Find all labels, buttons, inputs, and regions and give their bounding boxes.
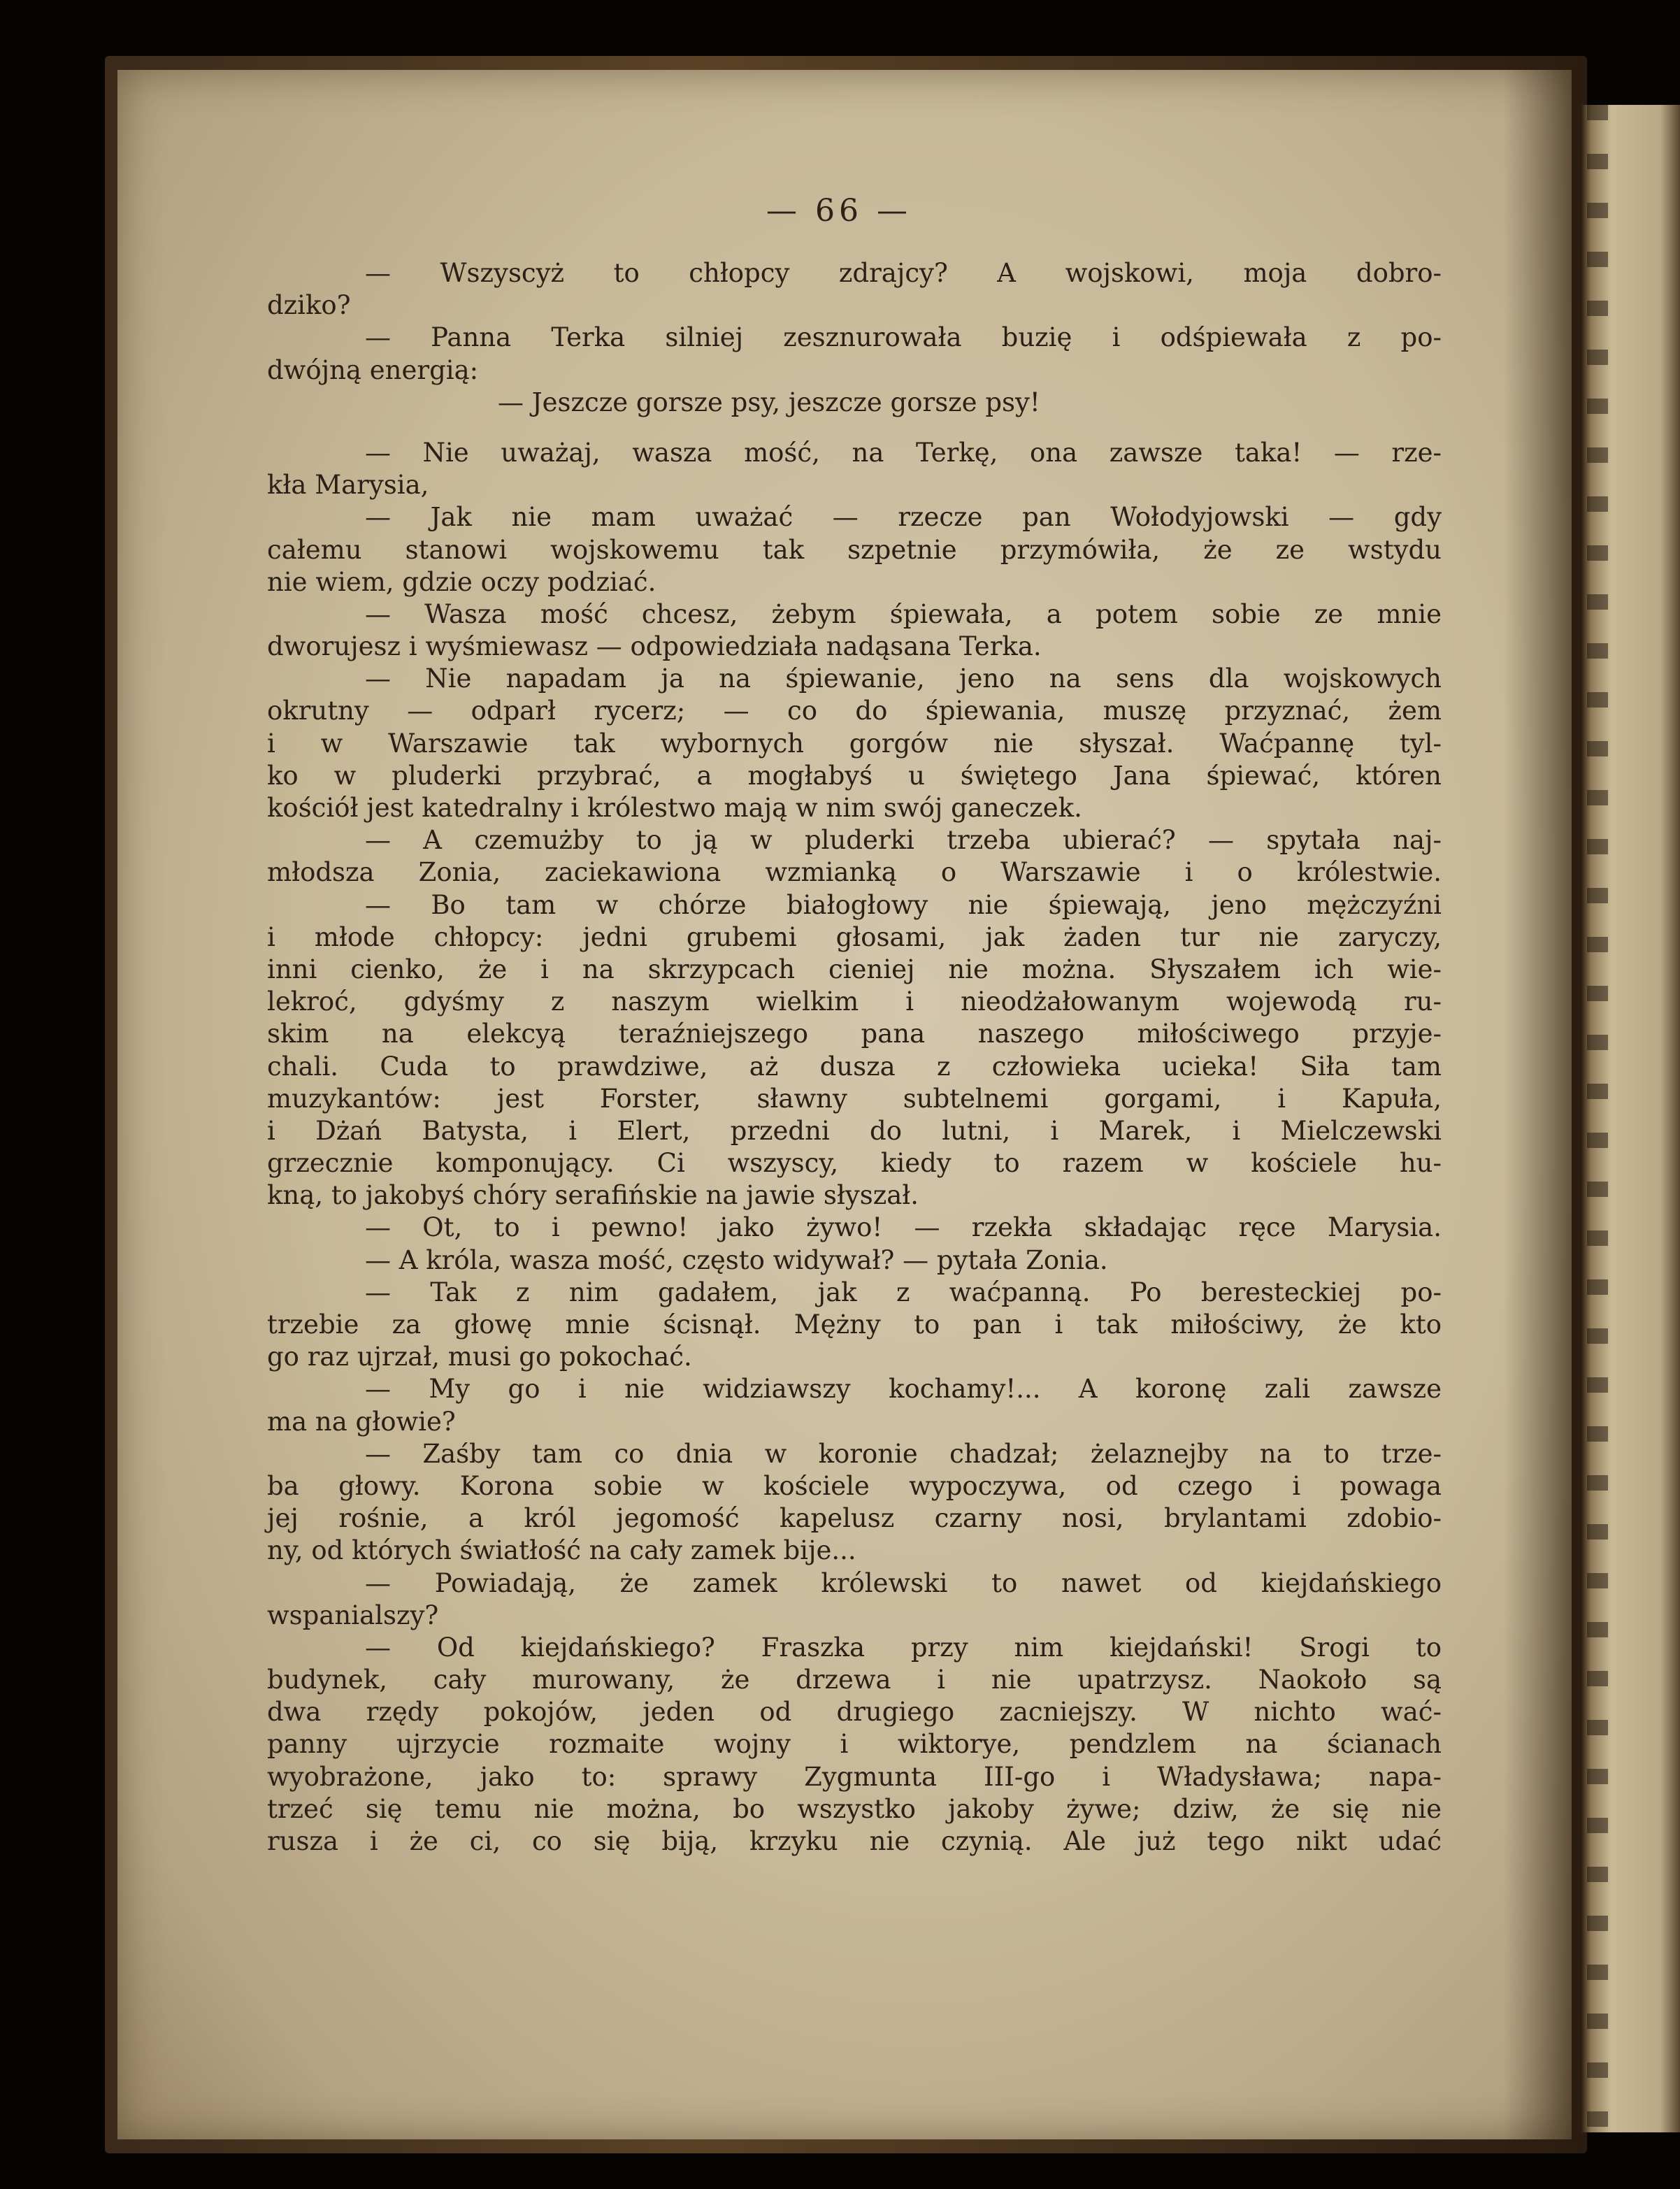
text-line: skim na elekcyą teraźniejszego pana naszego miłościwego przyje- (267, 1019, 1442, 1049)
text-line: wyobrażone, jako to: sprawy Zygmunta III-go i Władysława; napa- (267, 1761, 1442, 1792)
text-line: chali. Cuda to prawdziwe, aż dusza z człowieka ucieka! Siła tam (267, 1051, 1442, 1082)
text-line: — Tak z nim gadałem, jak z waćpanną. Po beresteckiej po- (365, 1277, 1442, 1307)
text-line: dworujesz i wyśmiewasz — odpowiedziała nadąsana Terka. (267, 631, 1042, 662)
text-line: trzeć się temu nie można, bo wszystko jakoby żywe; dziw, że się nie (267, 1793, 1442, 1824)
text-line: nie wiem, gdzie oczy podziać. (267, 566, 656, 597)
text-line: młodsza Zonia, zaciekawiona wzmianką o Warszawie i o królestwie. (267, 857, 1442, 888)
text-line: — Powiadają, że zamek królewski to nawet od kiejdańskiego (365, 1567, 1442, 1598)
page-gutter-shadow (1503, 70, 1573, 2139)
text-line: — A króla, wasza mość, często widywał? — pytała Zonia. (365, 1244, 1108, 1275)
next-page-text-marks (1587, 105, 1608, 2132)
text-line: ko w pluderki przybrać, a mogłabyś u świętego Jana śpiewać, któren (267, 760, 1442, 791)
text-line: — A czemużby to ją w pluderki trzeba ubierać? — spytała naj- (365, 825, 1442, 856)
page-text (267, 257, 1442, 1858)
text-line: budynek, cały murowany, że drzewa i nie upatrzysz. Naokoło są (267, 1665, 1442, 1695)
text-line: go raz ujrzał, musi go pokochać. (267, 1342, 692, 1372)
page-number: — 66 — (766, 193, 912, 229)
text-line: lekroć, gdyśmy z naszym wielkim i nieodżałowanym wojewodą ru- (267, 986, 1442, 1017)
text-line: — Ot, to i pewno! jako żywo! — rzekła składając ręce Marysia. (365, 1212, 1442, 1243)
text-line: rusza i że ci, co się biją, krzyku nie czynią. Ale już tego nikt udać (267, 1826, 1442, 1856)
text-line: dwójną energią: (267, 354, 479, 385)
text-line: — Wasza mość chcesz, żebym śpiewała, a potem sobie ze mnie (365, 598, 1442, 629)
text-line: całemu stanowi wojskowemu tak szpetnie przymówiła, że ze wstydu (267, 534, 1442, 565)
text-line: — Nie uważaj, wasza mość, na Terkę, ona zawsze taka! — rze- (365, 437, 1442, 468)
text-line: kościół jest katedralny i królestwo mają w nim swój ganeczek. (267, 793, 1082, 823)
text-line: panny ujrzycie rozmaite wojny i wiktorye, pendzlem na ścianach (267, 1729, 1442, 1760)
text-line: — Jeszcze gorsze psy, jeszcze gorsze psy! (498, 387, 1040, 417)
text-line: wspanialszy? (267, 1600, 439, 1630)
text-line: kła Marysia, (267, 470, 429, 501)
paragraph-gap (267, 419, 1442, 437)
text-line: — Panna Terka silniej zesznurowała buzię i odśpiewała z po- (365, 322, 1442, 353)
text-line: — My go i nie widziawszy kochamy!... A koronę zali zawsze (365, 1374, 1442, 1405)
text-line: i w Warszawie tak wybornych gorgów nie słyszał. Waćpannę tyl- (267, 728, 1442, 759)
text-line: dziko? (267, 290, 351, 321)
text-line: — Od kiejdańskiego? Fraszka przy nim kiejdański! Srogi to (365, 1632, 1442, 1663)
text-line: inni cienko, że i na skrzypcach cieniej nie można. Słyszałem ich wie- (267, 954, 1442, 984)
text-line: okrutny — odparł rycerz; — co do śpiewania, muszę przyznać, żem (267, 696, 1442, 726)
text-line: jej rośnie, a król jegomość kapelusz czarny nosi, brylantami zdobio- (267, 1503, 1442, 1534)
text-line: trzebie za głowę mnie ścisnął. Mężny to pan i tak miłościwy, że kto (267, 1309, 1442, 1340)
text-line: — Nie napadam ja na śpiewanie, jeno na sens dla wojskowych (365, 663, 1442, 694)
next-page-edge (1581, 105, 1680, 2132)
text-line: dwa rzędy pokojów, jeden od drugiego zacniejszy. W nichto wać- (267, 1697, 1442, 1728)
text-line: — Jak nie mam uważać — rzecze pan Wołodyjowski — gdy (365, 502, 1442, 533)
text-line: muzykantów: jest Forster, sławny subtelnemi gorgami, i Kapuła, (267, 1083, 1442, 1114)
text-line: grzecznie komponujący. Ci wszyscy, kiedy to razem w kościele hu- (267, 1148, 1442, 1179)
text-line: ma na głowie? (267, 1406, 456, 1437)
text-line: kną, to jakobyś chóry serafińskie na jawie słyszał. (267, 1180, 919, 1211)
text-line: ny, od których światłość na cały zamek bije... (267, 1535, 856, 1566)
text-line: — Bo tam w chórze białogłowy nie śpiewają, jeno mężczyźni (365, 889, 1442, 920)
text-line: — Zaśby tam co dnia w koronie chadzał; żelaznejby na to trze- (365, 1438, 1442, 1469)
text-line: — Wszyscyż to chłopcy zdrajcy? A wojskowi, moja dobro- (365, 258, 1442, 288)
text-line: ba głowy. Korona sobie w kościele wypoczywa, od czego i powaga (267, 1470, 1442, 1501)
text-line: i Dżań Batysta, i Elert, przedni do lutni, i Marek, i Mielczewski (267, 1115, 1442, 1146)
text-line: i młode chłopcy: jedni grubemi głosami, jak żaden tur nie zaryczy, (267, 921, 1442, 952)
